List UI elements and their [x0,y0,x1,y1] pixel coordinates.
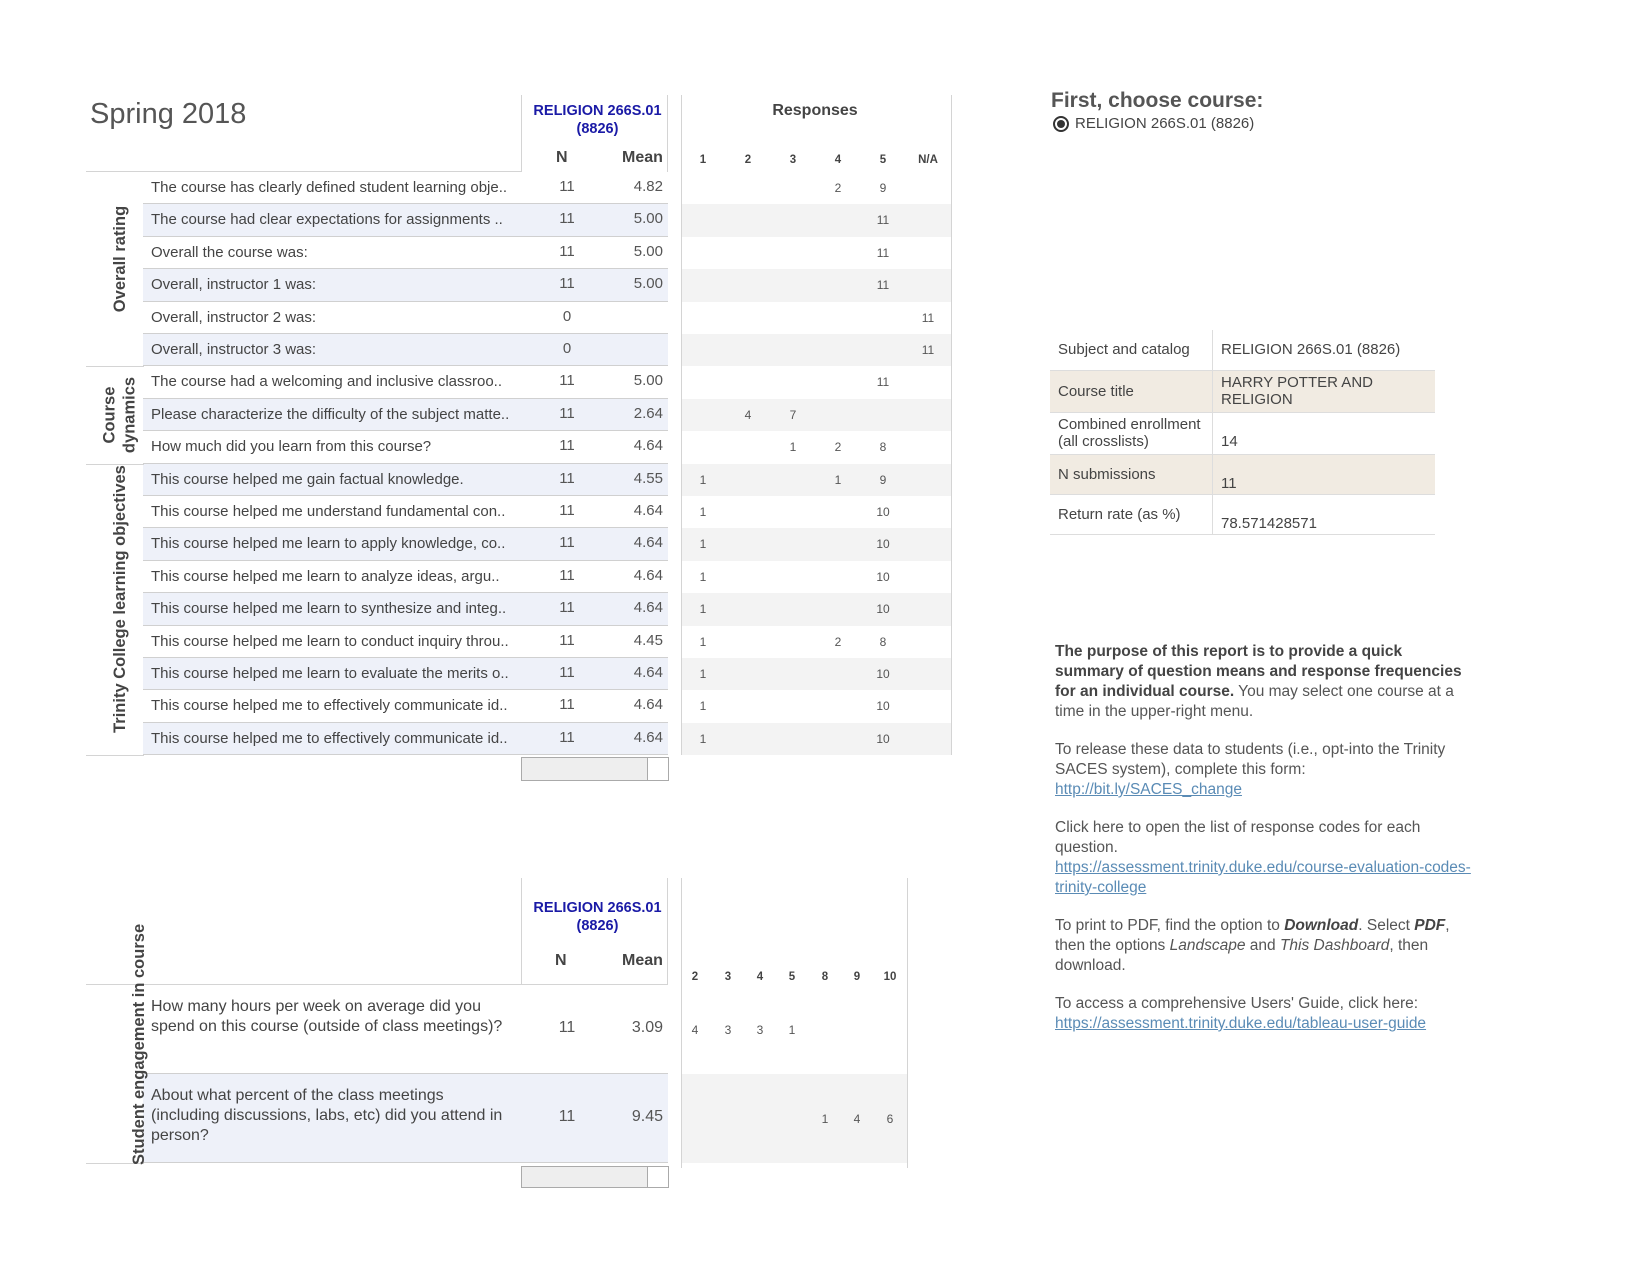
question-text: This course helped me to effectively communicate id.. [151,729,508,747]
group-divider [86,755,144,756]
note-download: Download [1284,917,1359,934]
info-row [1050,330,1435,370]
info-key: Subject and catalog [1050,330,1213,370]
horizontal-scrollbar[interactable] [521,757,669,781]
horizontal-scrollbar-bottom[interactable] [521,1166,669,1188]
info-value: 11 [1213,454,1436,494]
table-row [143,1074,668,1163]
table-row [143,528,668,560]
response-count: 10 [876,569,890,584]
note-release [1055,740,1475,800]
mean-column-header-bottom: Mean [622,952,663,969]
info-row [1050,494,1435,534]
users-guide-link[interactable]: https://assessment.trinity.duke.edu/tableau-user-guide [1055,1015,1427,1032]
response-count: 1 [699,505,707,519]
n-value: 11 [559,178,575,195]
scale-label: N/A [918,154,938,166]
table-row [143,172,668,204]
mean-value: 4.55 [633,469,663,487]
note-release-text: To release these data to students (i.e., opt-into the Trinity SACES system), complete this form: [1055,741,1446,778]
n-value: 11 [559,534,575,552]
question-text: This course helped me to effectively communicate id.. [151,697,508,715]
info-key: Combined enrollment (all crosslists) [1050,412,1213,454]
note-guide-text: To access a comprehensive Users' Guide, click here: [1055,995,1419,1012]
response-row [682,723,951,755]
response-row [682,204,951,236]
group-label: Trinity College learning objectives [111,465,129,734]
n-value: 0 [562,340,572,357]
response-count: 1 [834,472,842,487]
note-codes-text: Click here to open the list of response codes for each question. [1055,819,1421,856]
table-row [143,626,668,658]
n-column-header: N [556,149,568,166]
response-count: 1 [789,440,797,455]
table-row [143,723,668,755]
group-label-student-engagement: Student engagement in course [130,923,148,1165]
response-count: 11 [921,343,935,357]
mean-column-header: Mean [622,149,663,166]
response-count: 11 [876,245,890,260]
course-column-header-bottom: RELIGION 266S.01 (8826) [533,900,662,934]
course-radio-label[interactable]: RELIGION 266S.01 (8826) [1075,115,1255,132]
table-row [143,269,668,301]
response-count: 8 [879,440,887,455]
n-value: 11 [559,469,575,487]
mean-value: 5.00 [633,242,663,260]
question-text: Please characterize the difficulty of the subject matte.. [151,405,510,423]
response-count: 3 [756,1023,764,1037]
response-row [682,464,951,496]
note-pdf: PDF [1414,917,1446,934]
note-print-text: . Select [1358,917,1415,934]
mean-value: 4.45 [633,631,663,649]
question-text: The course has clearly defined student learning obje.. [151,179,508,196]
response-count: 11 [921,310,935,325]
response-count: 2 [834,440,842,455]
question-text: This course helped me understand fundamental con.. [151,503,506,520]
response-row [682,431,951,463]
response-count: 10 [876,667,890,681]
n-value: 11 [559,599,575,617]
response-count: 1 [788,1023,796,1037]
info-row [1050,412,1435,454]
table-row [143,399,668,431]
response-count: 10 [876,699,890,714]
scrollbar-thumb[interactable] [647,1167,668,1187]
question-text: Overall, instructor 1 was: [151,276,317,294]
response-count: 1 [821,1112,829,1126]
table-row [143,561,668,593]
note-print [1055,916,1475,976]
response-count: 7 [789,407,797,422]
mean-value: 4.64 [633,664,663,681]
response-count: 6 [886,1112,894,1126]
response-codes-link[interactable]: https://assessment.trinity.duke.edu/course-evaluation-codes-trinity-college [1055,859,1471,896]
scale-label: 3 [724,971,732,983]
response-count: 4 [853,1112,861,1126]
table-row [143,431,668,463]
response-row [682,593,951,625]
note-print-text: To print to PDF, find the option to [1055,917,1285,934]
response-count: 1 [699,731,707,746]
n-column-header-bottom: N [555,952,567,969]
response-count: 10 [876,602,890,617]
response-count: 4 [691,1023,699,1037]
table-row [143,658,668,690]
info-value: 14 [1213,412,1436,454]
question-text: Overall, instructor 3 was: [151,341,317,358]
divider [907,878,908,1168]
response-count: 1 [699,667,707,681]
question-text: Overall, instructor 2 was: [151,308,317,326]
n-value: 11 [559,275,575,293]
response-count: 9 [879,472,887,487]
n-value: 11 [559,631,575,649]
response-row [682,366,951,398]
scale-label: 9 [853,971,861,983]
question-text: This course helped me learn to evaluate the merits o.. [151,665,509,682]
n-value: 11 [559,566,575,584]
response-count: 8 [879,634,887,649]
question-text: How many hours per week on average did you spend on this course (outside of class meetings)? [151,998,503,1035]
n-value: 11 [559,728,575,746]
note-purpose-rest: You may select one course at a time in the upper-right menu. [1055,683,1454,720]
info-value: 78.571428571 [1213,494,1436,534]
mean-value: 4.64 [633,502,663,519]
group-label: Overall rating [110,206,129,313]
info-value: HARRY POTTER AND RELIGION [1213,370,1436,412]
n-value: 11 [559,404,575,422]
response-count: 1 [699,472,707,487]
question-text: This course helped me learn to analyze ideas, argu.. [151,567,500,585]
divider [86,171,522,172]
table-row [143,302,668,334]
course-chooser-title: First, choose course: [1051,89,1264,112]
mean-value: 4.64 [633,437,663,455]
n-value: 11 [559,696,575,714]
response-count: 10 [876,505,890,519]
response-count: 1 [699,634,707,649]
mean-value: 4.64 [633,728,663,746]
mean-value: 4.64 [633,599,663,617]
note-purpose [1055,642,1475,722]
scale-label: 4 [756,971,764,983]
info-key: N submissions [1050,454,1213,494]
response-count: 1 [699,537,707,552]
question-text: This course helped me learn to apply knowledge, co.. [151,535,506,553]
scale-label: 5 [879,154,887,166]
info-value: RELIGION 266S.01 (8826) [1213,330,1436,370]
scrollbar-thumb[interactable] [647,758,668,780]
question-text: Overall the course was: [151,243,308,261]
divider [951,95,952,755]
n-value: 0 [562,307,572,325]
response-count: 10 [876,731,890,746]
response-count: 4 [744,407,752,422]
response-count: 1 [699,602,707,617]
response-row [682,302,951,334]
info-row [1050,370,1435,412]
response-count: 1 [699,569,707,584]
response-count: 2 [834,181,842,195]
response-count: 11 [876,278,890,293]
group-label: Course dynamics [100,376,139,454]
note-guide [1055,994,1475,1034]
response-row [682,399,951,431]
response-count: 9 [879,181,887,195]
table-row [143,204,668,236]
mean-value: 3.09 [631,1019,663,1036]
response-row [682,626,951,658]
response-row [682,1074,907,1163]
table-row [143,237,668,269]
response-row [682,172,951,204]
mean-value: 4.64 [633,566,663,584]
response-count: 11 [876,375,890,390]
scale-label: 2 [744,154,752,166]
table-row [143,334,668,366]
question-text: This course helped me learn to synthesize and integ.. [151,600,507,618]
scale-label: 5 [788,971,796,983]
mean-value: 5.00 [633,210,663,228]
response-count: 2 [834,634,842,649]
responses-title: Responses [772,102,858,119]
course-info-table [1050,330,1435,535]
mean-value: 5.00 [633,275,663,293]
response-row [682,658,951,690]
n-value: 11 [558,1019,576,1036]
response-row [682,237,951,269]
n-value: 11 [558,1108,576,1125]
response-row [682,269,951,301]
mean-value: 4.82 [633,178,663,195]
question-text: This course helped me learn to conduct inquiry throu.. [151,632,509,650]
info-key: Return rate (as %) [1050,494,1213,534]
response-count: 11 [876,213,890,228]
radio-selected-icon[interactable] [1053,116,1069,132]
response-row [682,528,951,560]
scale-label: 4 [834,154,842,166]
note-print-text: and [1245,937,1280,954]
note-dashboard: This Dashboard [1279,937,1390,954]
report-notes [1055,642,1475,1052]
note-purpose-bold: The purpose of this report is to provide a quick summary of question means and response frequencies for an individual course. [1055,643,1462,700]
question-text: The course had a welcoming and inclusive classroo.. [151,373,503,391]
response-count: 10 [876,537,890,552]
question-text: The course had clear expectations for assignments .. [151,211,503,229]
mean-value: 5.00 [633,372,663,390]
table-row [143,366,668,398]
response-count: 3 [724,1023,732,1037]
scale-label: 3 [789,154,797,166]
mean-value: 9.45 [631,1108,663,1125]
n-value: 11 [559,242,575,260]
n-value: 11 [559,437,575,455]
mean-value: 4.64 [633,696,663,714]
scale-label: 1 [699,154,707,166]
n-value: 11 [559,502,575,519]
note-landscape: Landscape [1169,937,1246,954]
response-row [682,334,951,366]
response-row [682,985,907,1074]
n-value: 11 [559,372,575,390]
scale-label: 8 [821,971,829,983]
semester-title: Spring 2018 [90,98,247,130]
course-radio-option[interactable] [1053,115,1254,132]
table-row [143,496,668,528]
saces-change-link[interactable]: http://bit.ly/SACES_change [1055,781,1242,798]
note-print-text: , then the options [1055,917,1450,954]
mean-value: 4.64 [633,534,663,552]
table-row [143,464,668,496]
scale-label: 2 [691,971,699,983]
info-row [1050,454,1435,494]
n-value: 11 [559,210,575,228]
n-value: 11 [559,664,575,681]
table-row [143,593,668,625]
response-row [682,496,951,528]
question-text: About what percent of the class meetings (including discussions, labs, etc) did you attend in person? [151,1087,503,1144]
response-row [682,690,951,722]
mean-value: 2.64 [633,404,663,422]
response-count: 1 [699,699,707,714]
note-codes [1055,818,1475,898]
info-key: Course title [1050,370,1213,412]
table-row [143,690,668,722]
question-text: This course helped me gain factual knowledge. [151,470,464,488]
response-row [682,561,951,593]
note-print-text: , then download. [1055,937,1429,974]
scale-label: 10 [883,971,897,983]
course-column-header: RELIGION 266S.01 (8826) [533,103,662,137]
table-row [143,985,668,1074]
question-text: How much did you learn from this course? [151,438,432,456]
